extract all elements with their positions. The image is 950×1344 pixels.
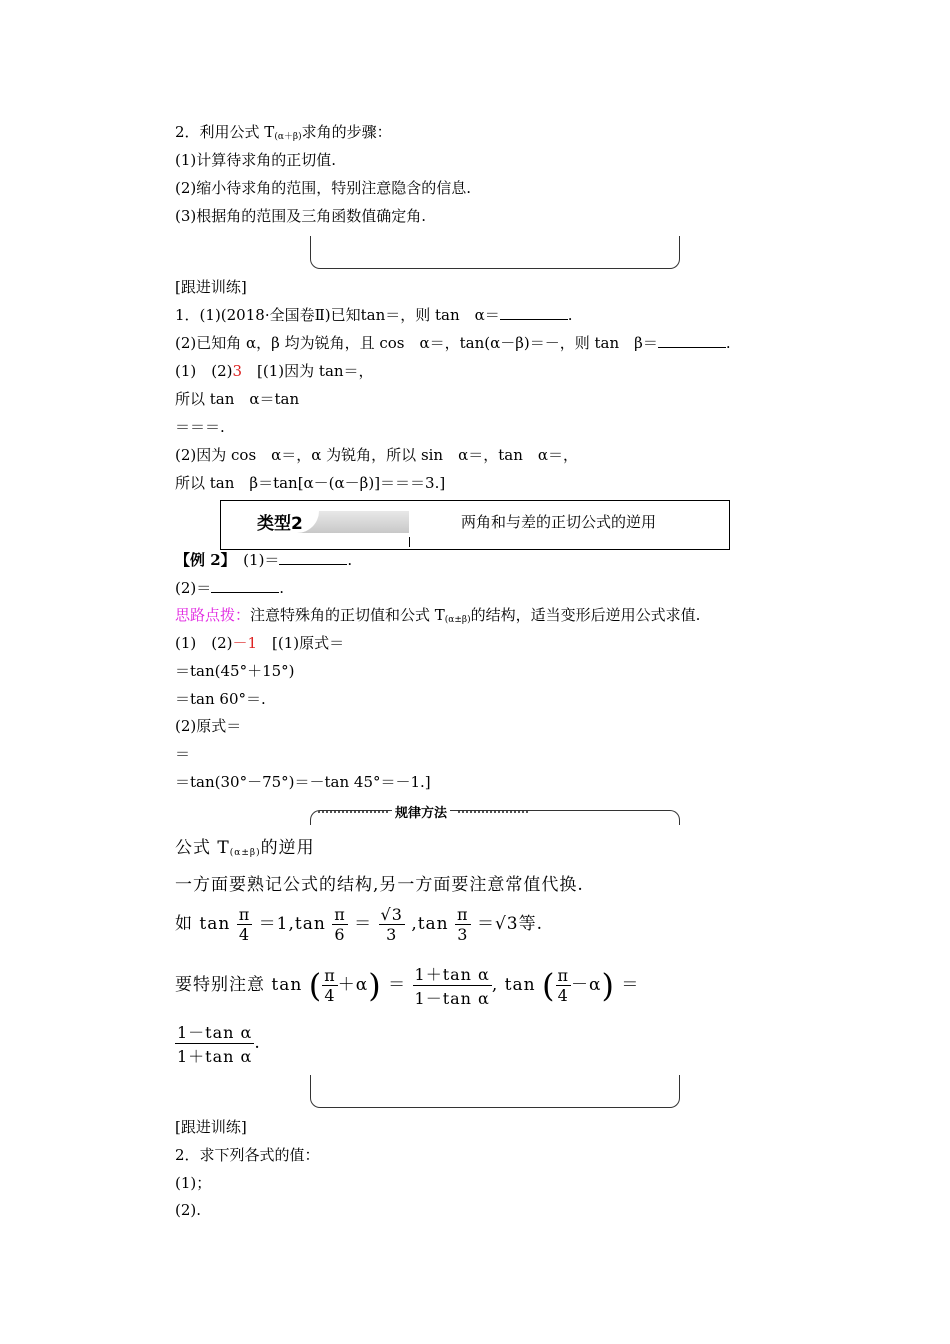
type-title: 两角和与差的正切公式的逆用 bbox=[461, 513, 657, 531]
question-line: 2．求下列各式的值： bbox=[175, 1146, 320, 1164]
solution-line: (2)因为 cos α＝，α 为锐角，所以 sin α＝，tan α＝， bbox=[175, 446, 578, 464]
answer-line: (1) (2)3 [(1)因为 tan＝， bbox=[175, 362, 374, 380]
question-item: (1)； bbox=[175, 1174, 212, 1192]
section-bracket bbox=[310, 236, 680, 269]
law-header bbox=[310, 802, 678, 824]
solution-line: (2)原式＝ bbox=[175, 717, 242, 735]
step-item: (2)缩小待求角的范围，特别注意隐含的信息. bbox=[175, 179, 472, 197]
solution-line: ＝tan(45°＋15°) bbox=[175, 662, 295, 680]
solution-line: ＝ bbox=[175, 745, 191, 763]
law-bracket-bottom bbox=[310, 1075, 680, 1108]
step-item: (1)计算待求角的正切值. bbox=[175, 151, 337, 169]
question-2: (2)已知角 α，β 均为锐角，且 cos α＝，tan(α－β)＝－，则 tan β＝ . bbox=[175, 334, 731, 352]
question-1: 1．(1)(2018·全国卷Ⅱ)已知tan＝，则 tan α＝ . bbox=[175, 306, 573, 324]
solution-line: 所以 tan β＝tan[α－(α－β)]＝＝＝3.] bbox=[175, 474, 446, 492]
law-header-label: 规律方法 bbox=[392, 802, 450, 821]
solution-line: ＝tan 60°＝. bbox=[175, 690, 266, 708]
answer-blank bbox=[658, 333, 726, 348]
law-final: $\frac{\text{1－tan α}}{\text{1＋tan α}}$ . bbox=[175, 1020, 261, 1067]
law-special: 要特别注意 tan ( $\frac{\pi}{4}$ ＋α) ＝ $\frac{\text{1＋tan α}}{\text{1－tan α}}$ , tan ( $\frac{\pi}{4}$ －α) ＝ bbox=[175, 962, 639, 1009]
hint-line: 思路点拨：注意特殊角的正切值和公式 $T_{(\alpha\pm\beta)}$的结构，适当变形后逆用公式求值. bbox=[175, 606, 701, 625]
solution-line: ＝＝＝. bbox=[175, 418, 225, 436]
solution-line: 所以 tan α＝tan bbox=[175, 390, 300, 408]
law-title: 公式 $T_{(\alpha\pm\beta)}$的逆用 bbox=[175, 838, 315, 858]
practice-label: [跟进训练] bbox=[175, 278, 247, 296]
steps-title: 2．利用公式 $T_{(\alpha+\beta)}$求角的步骤： bbox=[175, 123, 392, 142]
answer-blank bbox=[211, 578, 279, 593]
type-header-box bbox=[220, 500, 730, 550]
solution-line: ＝tan(30°－75°)＝－tan 45°＝－1.] bbox=[175, 773, 431, 791]
type-tag-label: 类型2 bbox=[257, 514, 303, 534]
example-question-2: (2)＝ . bbox=[175, 579, 285, 597]
answer-line: (1) (2)－1 [(1)原式＝ bbox=[175, 634, 345, 652]
law-line: 一方面要熟记公式的结构,另一方面要注意常值代换. bbox=[175, 875, 584, 895]
answer-blank bbox=[500, 305, 568, 320]
example-question-1: 【例 2】 (1)＝ . bbox=[175, 551, 353, 569]
type-tag bbox=[229, 511, 409, 533]
answer-blank bbox=[279, 550, 347, 565]
law-example: 如 tan $\frac{\pi}{4}$ ＝1,tan $\frac{\pi}{6}$ ＝ $\frac{√3}{3}$ ,tan $\frac{\pi}{3}$ ＝√3等. bbox=[175, 905, 544, 944]
question-item: (2). bbox=[175, 1201, 202, 1219]
step-item: (3)根据角的范围及三角函数值确定角. bbox=[175, 207, 427, 225]
practice-label: [跟进训练] bbox=[175, 1118, 247, 1136]
